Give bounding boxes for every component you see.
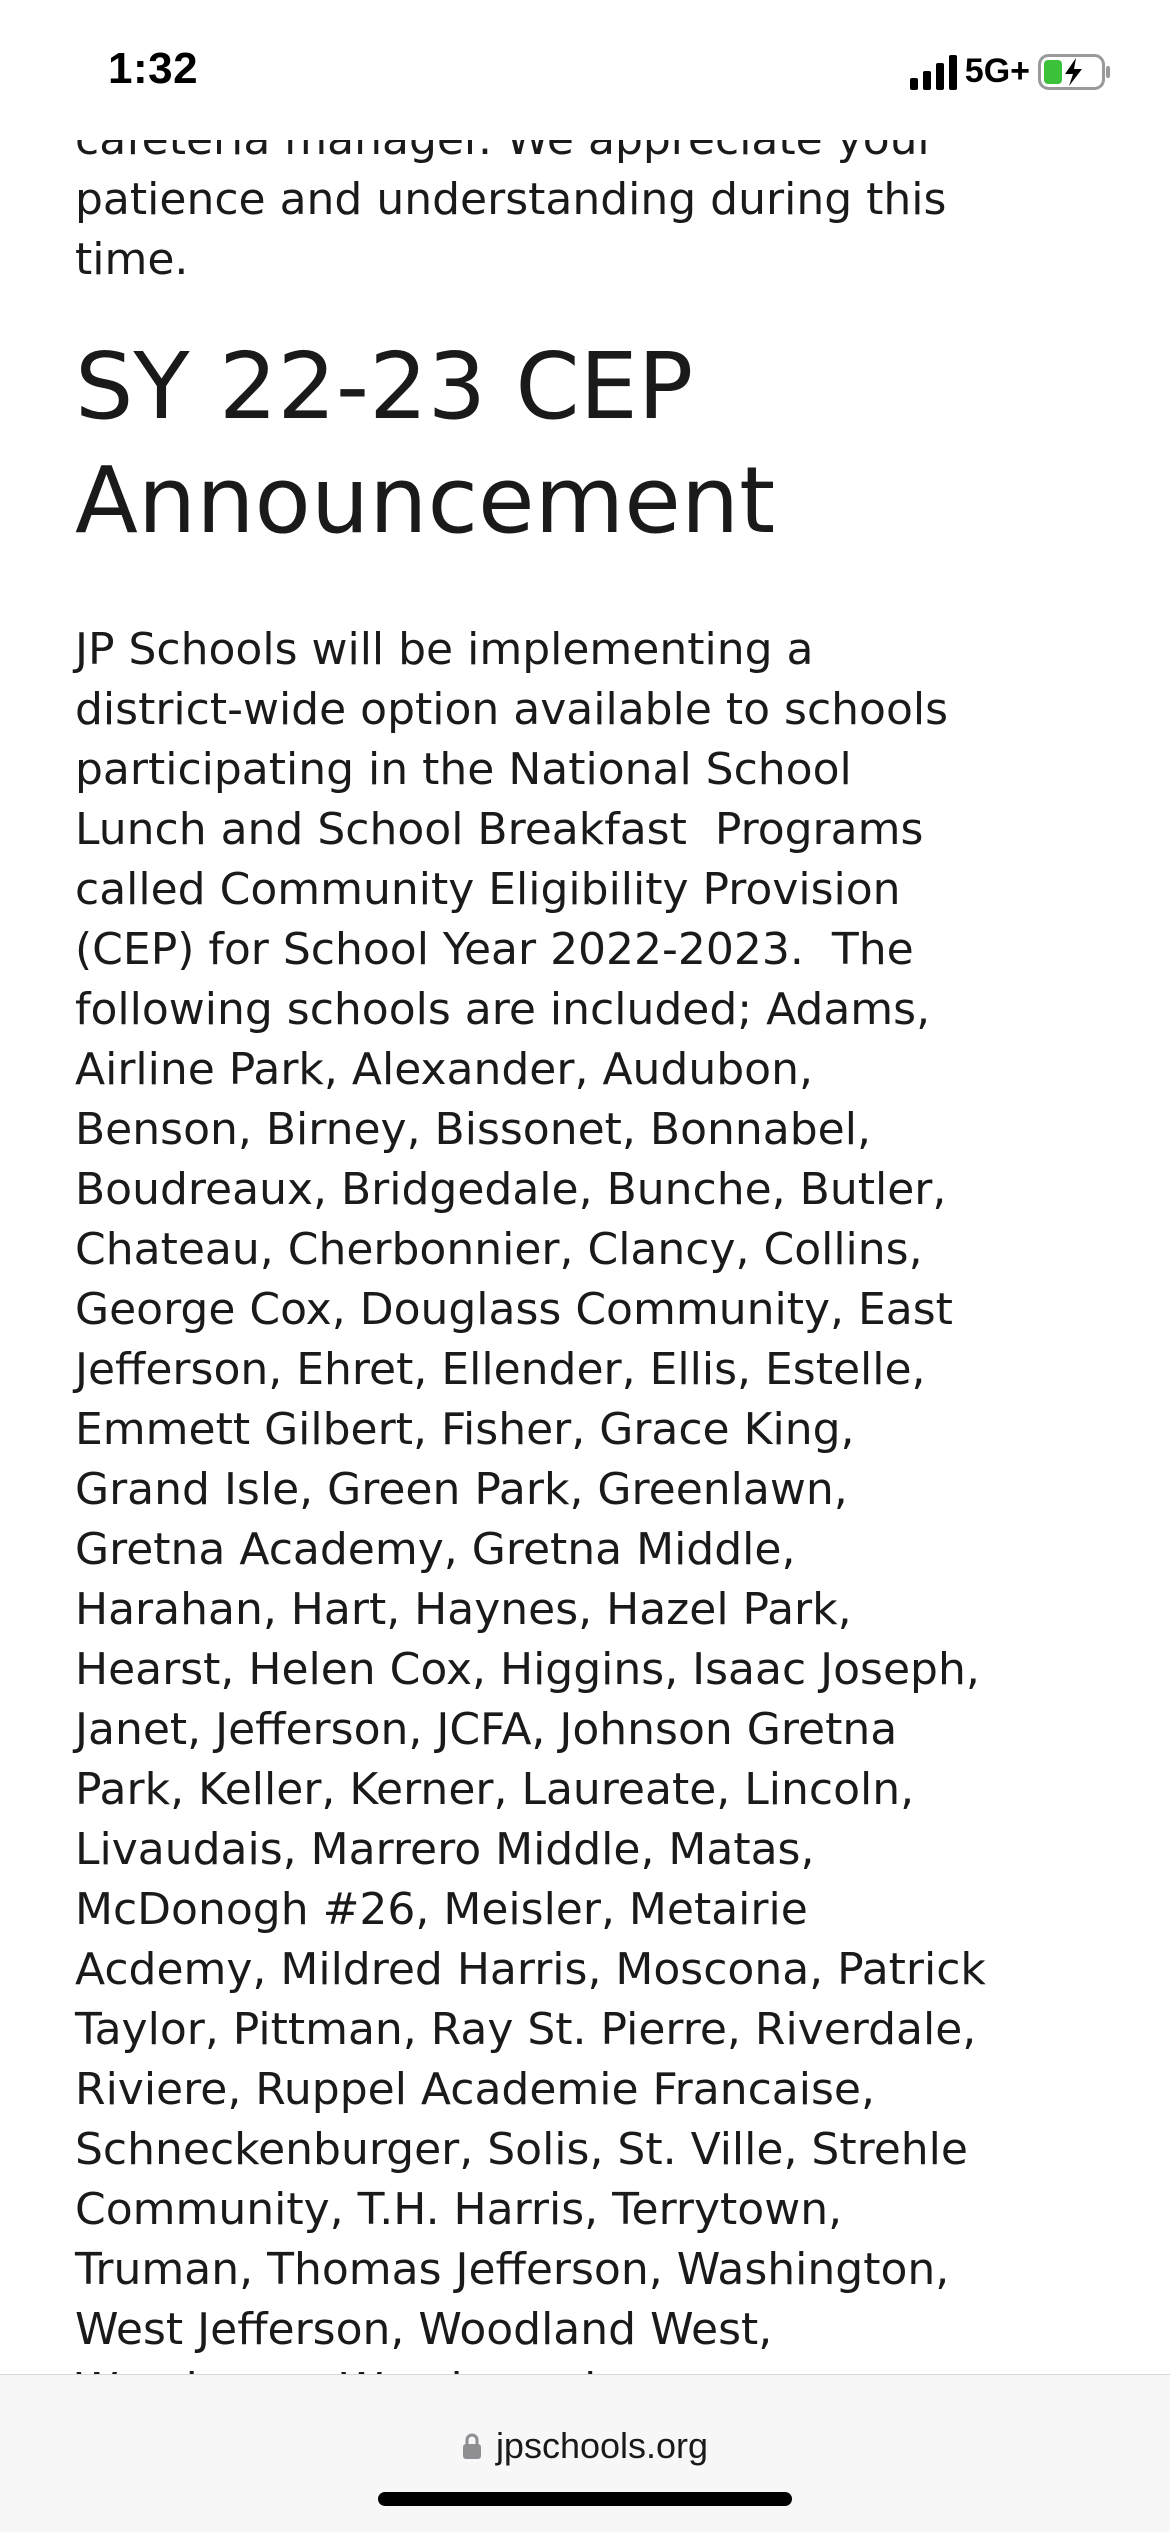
announcement-heading: SY 22-23 CEP Announcement	[75, 333, 776, 554]
lock-icon	[462, 2432, 482, 2460]
browser-address-bar[interactable]	[0, 2374, 1170, 2532]
battery-charging-icon	[1038, 54, 1112, 90]
status-time: 1:32	[108, 44, 199, 93]
home-indicator[interactable]	[378, 2492, 792, 2506]
previous-paragraph-text: patience and understanding during this time.	[75, 174, 947, 285]
url-display[interactable]	[0, 2425, 1170, 2467]
status-bar	[0, 0, 1170, 140]
announcement-body: JP Schools will be implementing a district-wide option available to schools participating in the National School Lunch and School Breakfast Programs called Community Eligibility Provision (CEP) for School Year 2022-2023. The following schools are included; Adams, Airline Park, Alexander, Audubon, Benson, Birney, Bissonet, Bonnabel, Boudreaux, Bridgedale, Bunche, Butler, Chateau, Cherbonnier, Clancy, Collins, George Cox, Douglass Community, East Jefferson, Ehret, Ellender, Ellis, Estelle, Emmett Gilbert, Fisher, Grace King, Grand Isle, Green Park, Greenlawn, Gretna Academy, Gretna Middle, Harahan, Hart, Haynes, Hazel Park, Hearst, Helen Cox, Higgins, Isaac Joseph, Janet, Jefferson, JCFA, Johnson Gretna Park, Keller, Kerner, Laureate, Lincoln, Livaudais, Marrero Middle, Matas, McDonogh #26, Meisler, Metairie Acdemy, Mildred Harris, Moscona, Patrick Taylor, Pittman, Ray St. Pierre, Riverdale, Riviere, Ruppel Academie Francaise, Schneckenburger, Solis, St. Ville, Strehle Community, T.H. Harris, Terrytown, Truman, Thomas Jefferson, Washington, West Jefferson, Woodland West,	[75, 624, 986, 2355]
network-type-label: 5G+	[964, 52, 1030, 90]
url-text[interactable]: jpschools.org	[495, 2425, 709, 2466]
status-indicators	[910, 52, 1112, 91]
article-content	[75, 110, 995, 2420]
cellular-signal-icon	[910, 54, 957, 90]
